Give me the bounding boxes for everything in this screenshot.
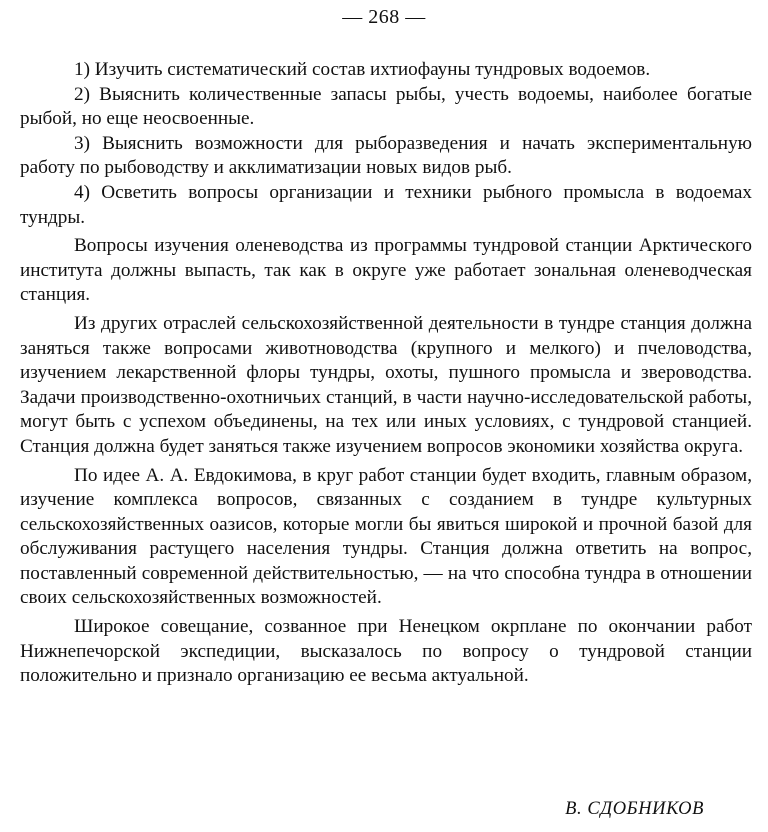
paragraph: Широкое совещание, созванное при Ненецком окрплане по окончании работ Нижнепечорской экспедиции, высказалось по вопросу о тундровой станции положительно и признало организацию ее весьма актуальной. [20,616,752,687]
list-item: 3) Выяснить возможности для рыборазведения и начать экспериментальную работу по рыбоводству и акклиматизации новых видов рыб. [20,132,752,179]
paragraph: Вопросы изучения оленеводства из программы тундровой станции Арктического института должны выпасть, так как в округе уже работает зональная оленеводческая станция. [20,235,752,306]
paragraph: Из других отраслей сельскохозяйственной деятельности в тундре станция должна заняться также вопросами животноводства (крупного и мелкого) и пчеловодства, изучением лекарственной флоры тундры, охоты, пушного промысла и звероводства. Задачи производственно-охотничьих станций, в части научно-исследовательской работы, могут быть с успехом объединены, на тех или иных условиях, с тундровой станцией. Станция должна будет заняться также изучением вопросов экономики хозяйства округа. [20,312,752,457]
list-item: 1) Изучить систематический состав ихтиофауны тундровых водоемов. [74,59,651,80]
author-signature: В. СДОБНИКОВ [565,799,704,819]
list-item: 4) Осветить вопросы организации и техники рыбного промысла в водоемах тундры. [20,181,752,228]
page-number: — 268 — [342,6,426,28]
list-item: 2) Выяснить количественные запасы рыбы, учесть водоемы, наиболее богатые рыбой, но еще неосвоенные. [20,83,752,130]
article-body [20,58,752,689]
paragraph: По идее А. А. Евдокимова, в круг работ станции будет входить, главным образом, изучение комплекса вопросов, связанных с созданием в тундре культурных сельскохозяйственных оазисов, которые могли бы явиться широкой и прочной базой для обслуживания растущего населения тундры. Станция должна ответить на вопрос, поставленный современной действительностью, — на что способна тундра в отношении своих сельскохозяйственных возможностей. [20,464,752,609]
